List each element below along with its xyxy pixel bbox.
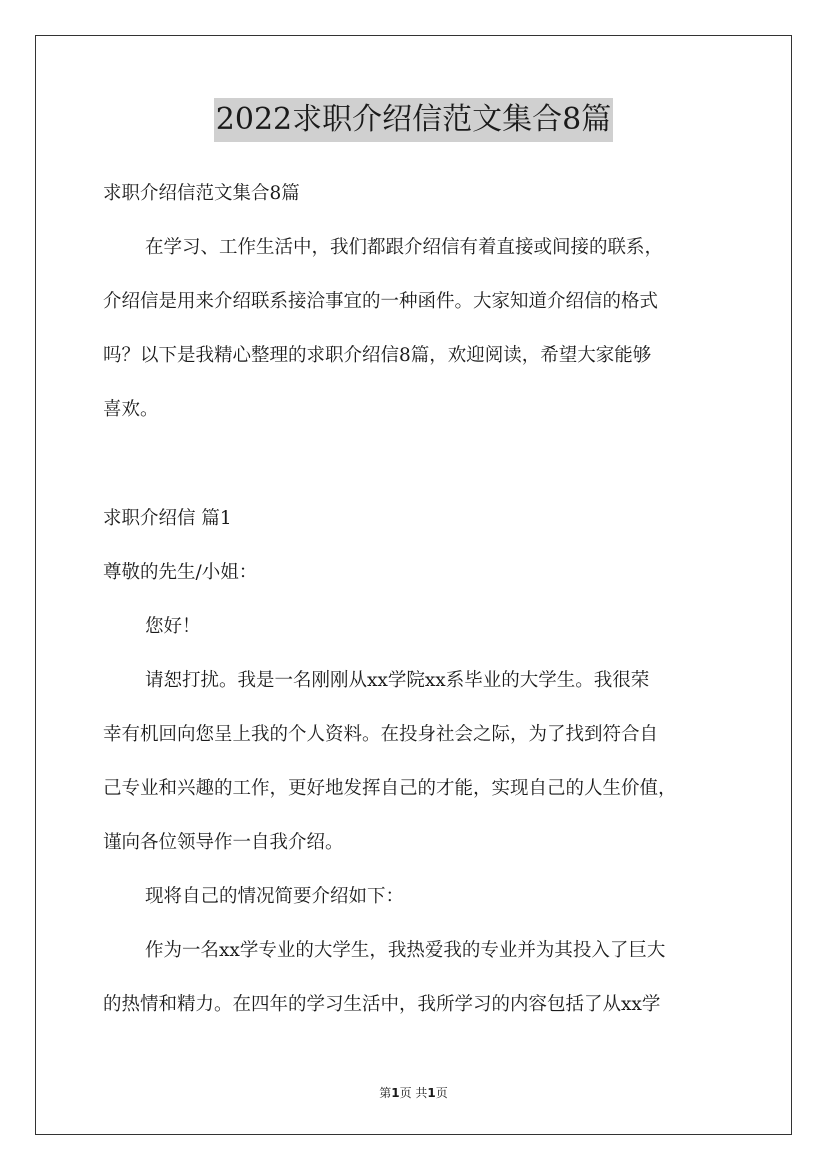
- intro-line-3: 吗？以下是我精心整理的求职介绍信8篇，欢迎阅读，希望大家能够: [103, 345, 652, 366]
- para1-line-4: 谨向各位领导作一自我介绍。: [103, 832, 344, 853]
- title-wrap: [0, 98, 827, 142]
- para2: 现将自己的情况简要介绍如下：: [145, 886, 405, 907]
- document-title: 2022求职介绍信范文集合8篇: [214, 98, 613, 142]
- salutation: 尊敬的先生/小姐：: [103, 562, 258, 583]
- page-footer: [0, 1084, 827, 1101]
- footer-page-total: 1: [427, 1086, 436, 1100]
- footer-page-number: 1: [391, 1086, 400, 1100]
- para1-line-3: 己专业和兴趣的工作，更好地发挥自己的才能，实现自己的人生价值，: [103, 778, 677, 799]
- footer-mid: 页 共: [399, 1086, 428, 1100]
- footer-prefix: 第: [379, 1086, 392, 1100]
- intro-line-1: 在学习、工作生活中，我们都跟介绍信有着直接或间接的联系，: [145, 237, 664, 258]
- subtitle: 求职介绍信范文集合8篇: [103, 183, 300, 204]
- footer-suffix: 页: [435, 1086, 448, 1100]
- greeting: 您好！: [145, 616, 201, 637]
- section-heading: 求职介绍信 篇1: [103, 508, 232, 529]
- intro-line-4: 喜欢。: [103, 399, 159, 420]
- para3-line-2: 的热情和精力。在四年的学习生活中，我所学习的内容包括了从xx学: [103, 994, 661, 1015]
- para3-line-1: 作为一名xx学专业的大学生，我热爱我的专业并为其投入了巨大: [145, 940, 666, 961]
- intro-line-2: 介绍信是用来介绍联系接洽事宜的一种函件。大家知道介绍信的格式: [103, 291, 659, 312]
- para1-line-2: 幸有机回向您呈上我的个人资料。在投身社会之际，为了找到符合自: [103, 724, 659, 745]
- para1-line-1: 请恕打扰。我是一名刚刚从xx学院xx系毕业的大学生。我很荣: [145, 670, 650, 691]
